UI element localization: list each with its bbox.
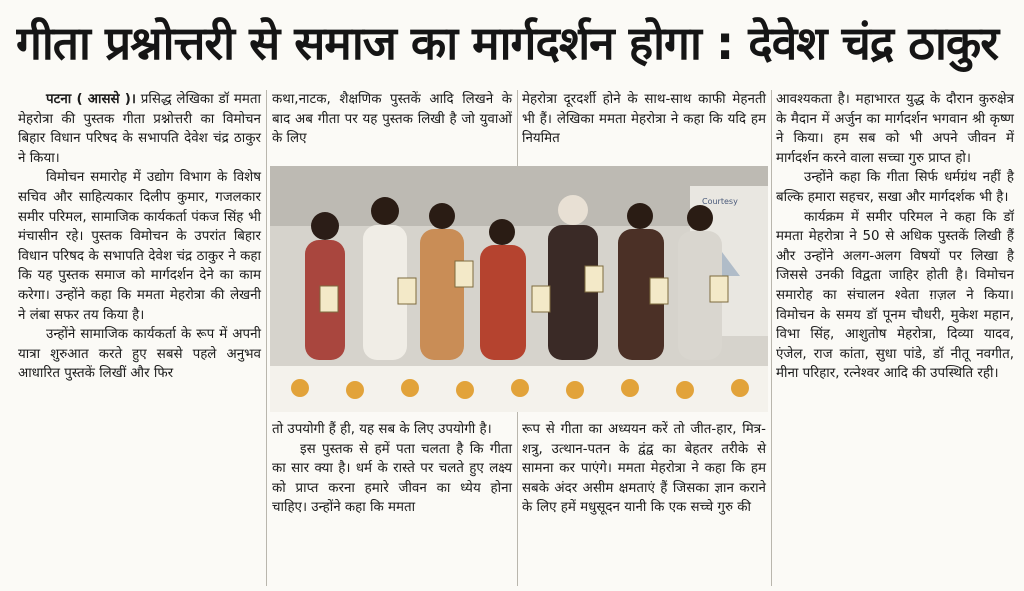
paragraph: कार्यक्रम में समीर परिमल ने कहा कि डॉ ममता मेहरोत्रा ने 50 से अधिक पुस्तकें लिखी हैं और उन्होंने अलग-अलग विषयों पर लिखा है जिससे उनकी विद्वता जाहिर होती है। विमोचन समारोह का संचालन श्वेता ग़ज़ल ने किया। विमोचन के समय डॉ पूनम चौधरी, मुकेश महान, विभा सिंह, आशुतोष मेहरोत्रा, दिव्या यादव, एंजेल, राज कांता, सुधा पांडे, डॉ नीतू नवगीत, मीना परिहार, रत्नेश्वर आदि की उपस्थिति रही।: [776, 209, 1014, 382]
article-column-4: [776, 90, 1014, 590]
article-column-2-bottom: [272, 420, 512, 590]
article-column-3-bottom: [522, 420, 766, 590]
article-column-1: [18, 90, 261, 590]
banner-text: Courtesy: [702, 197, 738, 206]
article-column-3-top: [522, 90, 766, 160]
paragraph: रूप से गीता का अध्ययन करें तो जीत-हार, मित्र-शत्रु, उत्थान-पतन के द्वंद्व का बेहतर तरीके से सामना कर पाएंगे। ममता मेहरोत्रा ने कहा कि हम सबके अंदर असीम क्षमताएं हैं जिसका ज्ञान कराने के लिए हमें मधुसूदन यानी कि एक सच्चे गुरु की: [522, 422, 766, 516]
paragraph: प्रसिद्ध लेखिका डॉ ममता मेहरोत्रा की पुस्तक गीता प्रश्नोत्तरी का विमोचन बिहार विधान परिषद के सभापति देवेश चंद्र ठाकुर ने किया।: [18, 92, 261, 166]
photo-illustration: [270, 166, 768, 412]
paragraph: विमोचन समारोह में उद्योग विभाग के विशेष सचिव और साहित्यकार दिलीप कुमार, गजलकार समीर परिमल, सामाजिक कार्यकर्ता पंकज सिंह भी मंचासीन रहे। पुस्तक विमोचन के उपरांत बिहार विधान परिषद के सभापति देवेश चंद्र ठाकुर ने कहा कि यह पुस्तक समाज को मार्गदर्शन देने का काम करेगा। उन्होंने कहा कि ममता मेहरोत्रा की लेखनी ने लंबा सफर तय किया है।: [18, 170, 261, 323]
paragraph: तो उपयोगी हैं ही, यह सब के लिए उपयोगी है।: [272, 422, 492, 437]
headline: गीता प्रश्नोत्तरी से समाज का मार्गदर्शन होगा : देवेश चंद्र ठाकुर: [16, 16, 999, 70]
paragraph: कथा,नाटक, शैक्षणिक पुस्तकें आदि लिखने के बाद अब गीता पर यह पुस्तक लिखी है जो युवाओं के लिए: [272, 92, 512, 147]
dateline: पटना ( आससे )।: [46, 92, 136, 107]
paragraph: उन्होंने सामाजिक कार्यकर्ता के रूप में अपनी यात्रा शुरुआत करते हुए सबसे पहले अनुभव आधारित पुस्तकें लिखीं और फिर: [18, 327, 261, 382]
column-divider: [771, 90, 772, 586]
column-divider: [266, 90, 267, 586]
article-column-2-top: [272, 90, 512, 160]
paragraph: उन्होंने कहा कि गीता सिर्फ धर्मग्रंथ नहीं है बल्कि हमारा सहचर, सखा और मार्गदर्शक भी है।: [776, 170, 1014, 205]
paragraph: इस पुस्तक से हमें पता चलता है कि गीता का सार क्या है। धर्म के रास्ते पर चलते हुए लक्ष्य को प्राप्त करना हमारे जीवन का ध्येय होना चाहिए। उन्होंने कहा कि ममता: [272, 441, 512, 516]
paragraph: मेहरोत्रा दूरदर्शी होने के साथ-साथ काफी मेहनती भी हैं। लेखिका ममता मेहरोत्रा ने कहा कि यदि हम नियमित: [522, 92, 766, 147]
event-photo: [270, 166, 768, 412]
paragraph: आवश्यकता है। महाभारत युद्ध के दौरान कुरुक्षेत्र के मैदान में अर्जुन का मार्गदर्शन भगवान श्री कृष्ण ने किया। हम सब को भी अपने जीवन में मार्गदर्शन करने वाला सच्चा गुरु प्राप्त हो।: [776, 92, 1014, 166]
